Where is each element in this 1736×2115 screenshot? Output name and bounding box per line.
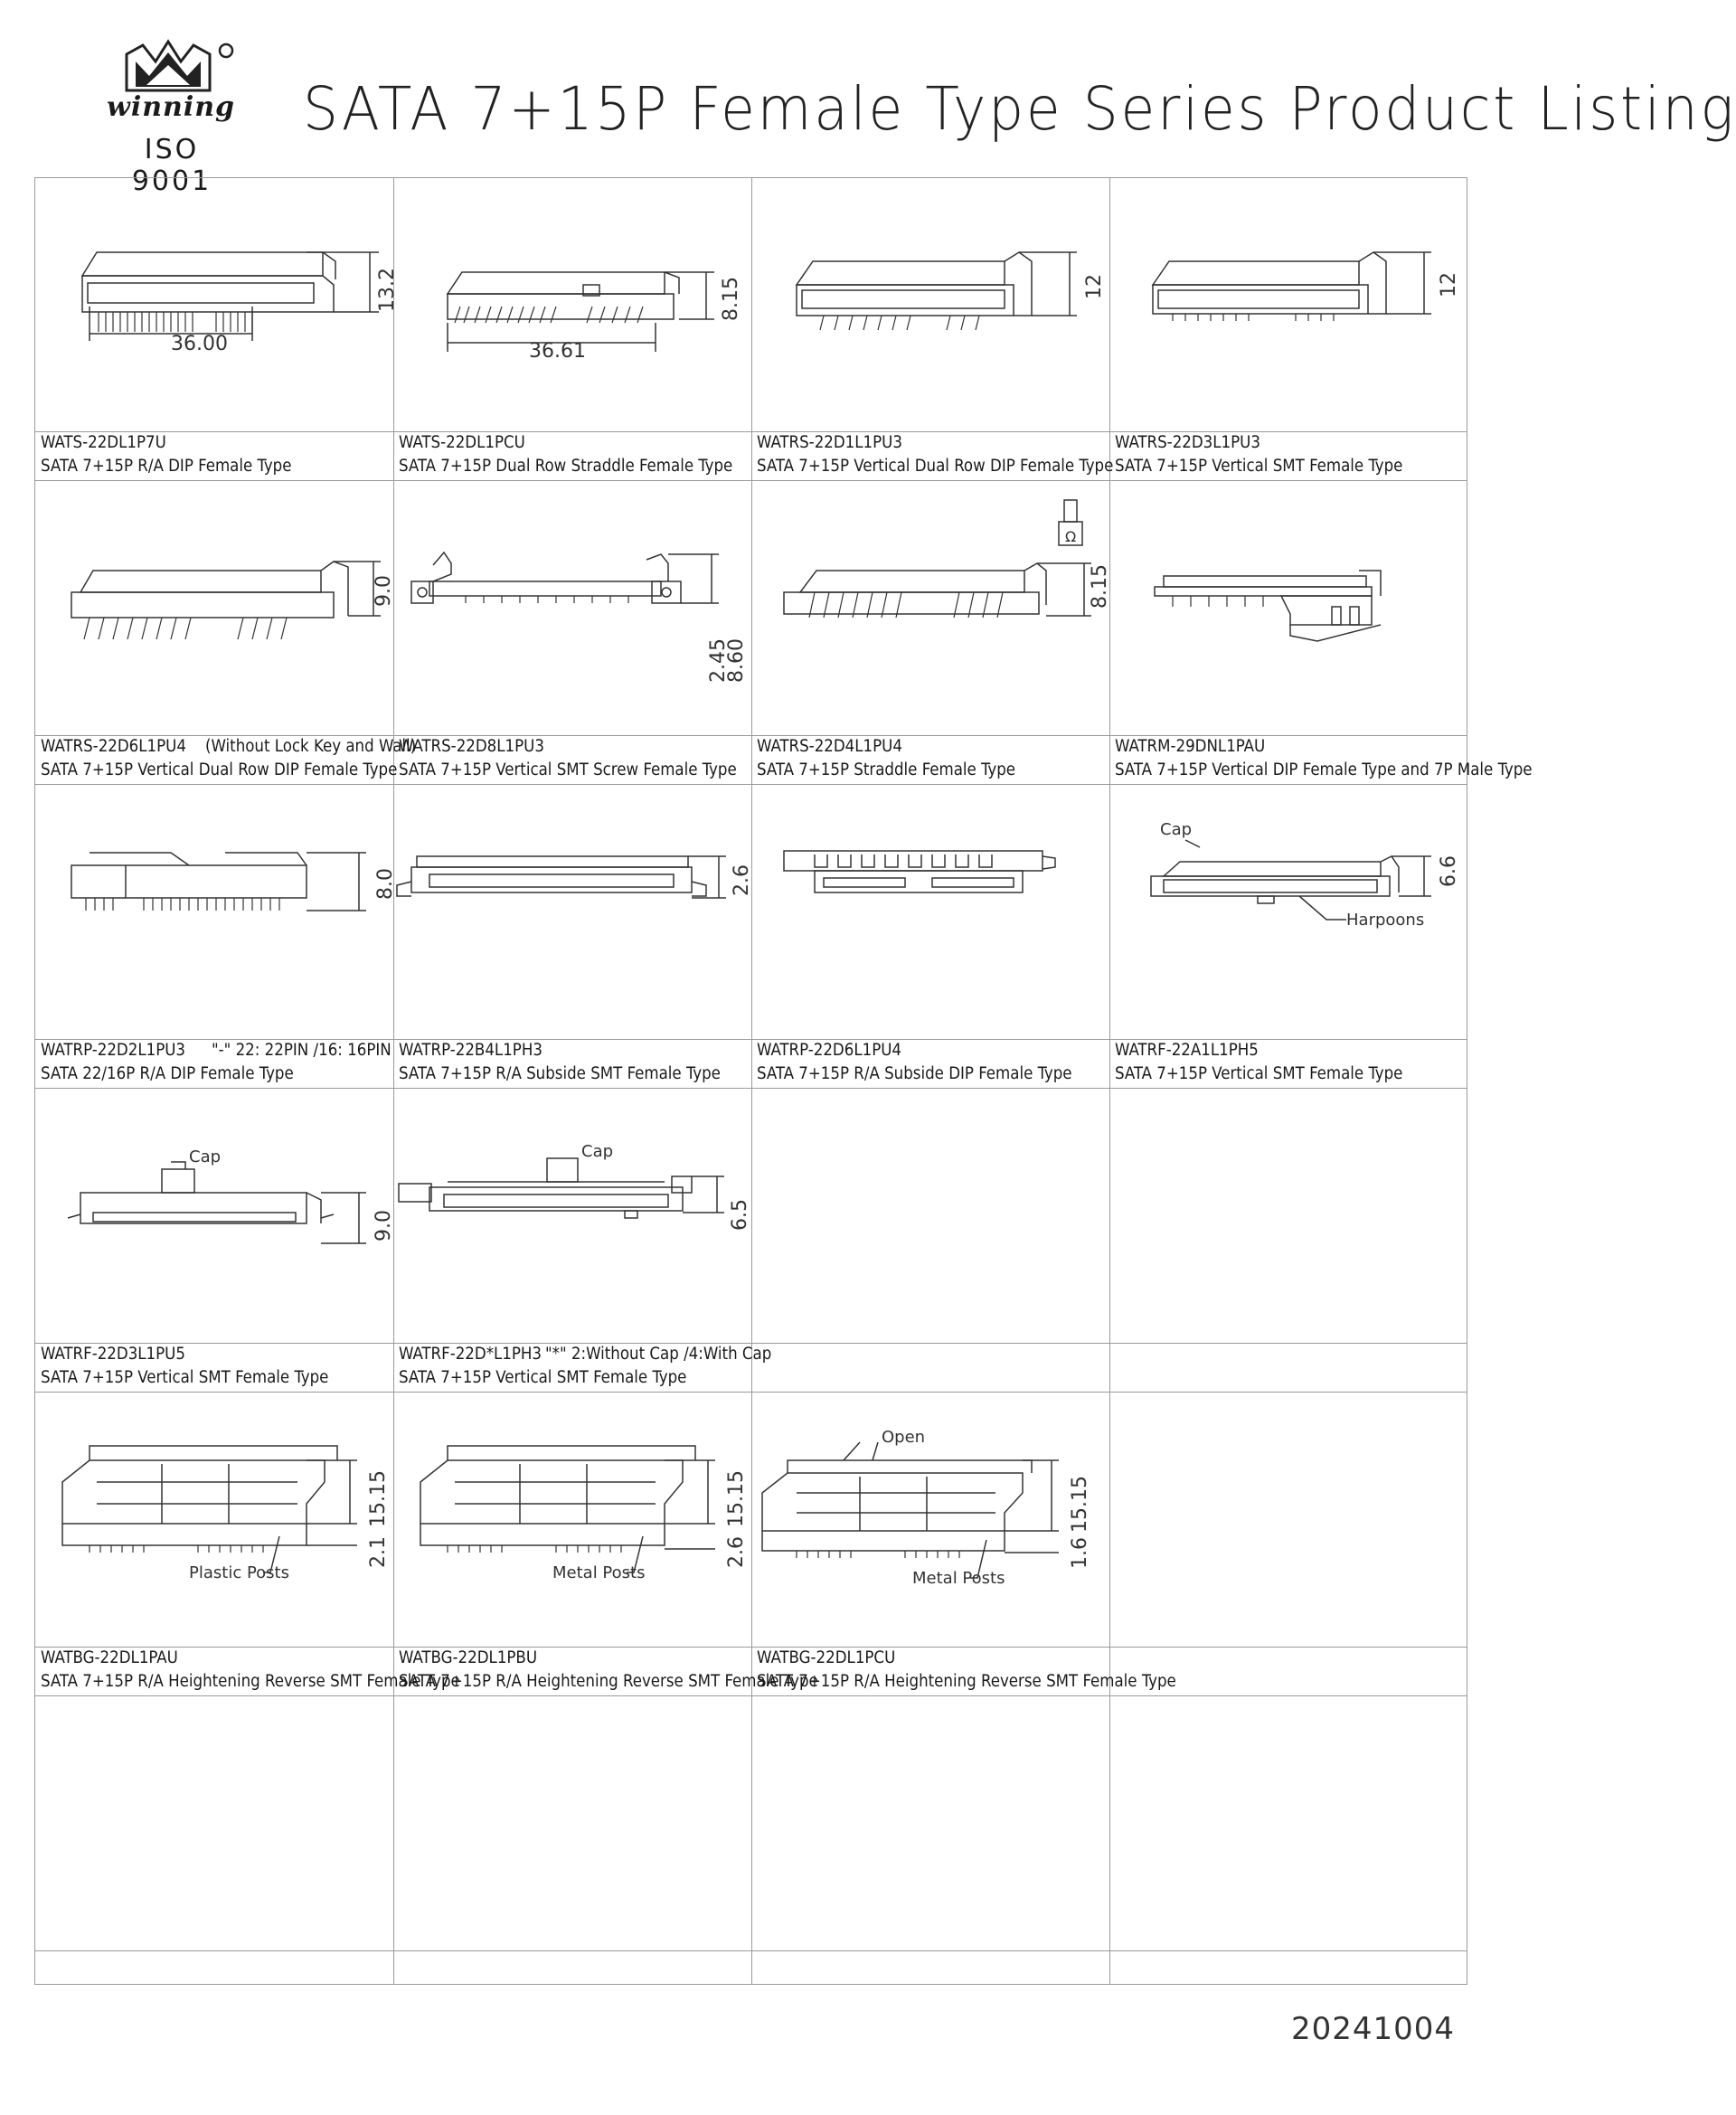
- logo-wordmark: winning: [107, 91, 236, 123]
- dimension-label: 6.5: [729, 1199, 751, 1231]
- callout-label: Cap: [189, 1147, 222, 1166]
- part-number: WATRS-22D3L1PU3: [1115, 433, 1260, 452]
- connector-drawing: [751, 178, 1109, 431]
- product-caption: [1109, 736, 1533, 783]
- connector-drawing: [35, 1392, 393, 1647]
- company-logo: [99, 34, 258, 197]
- part-number: WATRP-22D6L1PU4: [757, 1041, 901, 1060]
- product-description: SATA 7+15P R/A Subside DIP Female Type: [757, 1064, 1072, 1083]
- page-title: SATA 7+15P Female Type Series Product Listing: [303, 74, 1736, 144]
- dimension-label: 12: [1438, 272, 1460, 297]
- part-number: WATRP-22D2L1PU3: [41, 1041, 185, 1060]
- connector-drawing: [1109, 178, 1467, 431]
- product-description: SATA 7+15P Vertical SMT Female Type: [1115, 1064, 1403, 1083]
- callout-label: Harpoons: [1346, 911, 1425, 930]
- product-description: SATA 7+15P R/A Heightening Reverse SMT Female Type: [399, 1672, 818, 1691]
- product-note: "*" 2:Without Cap /4:With Cap: [545, 1345, 772, 1364]
- product-note: (Without Lock Key and Wall): [205, 737, 417, 756]
- product-description: SATA 7+15P Dual Row Straddle Female Type: [399, 457, 733, 476]
- callout-label: Plastic Posts: [189, 1563, 289, 1582]
- product-caption: [35, 1040, 390, 1087]
- product-description: SATA 7+15P Vertical SMT Female Type: [1115, 457, 1403, 476]
- part-number: WATBG-22DL1PAU: [41, 1648, 178, 1667]
- product-description: SATA 7+15P Vertical Dual Row DIP Female Type: [757, 457, 1114, 476]
- part-number: WATRF-22D*L1PH3: [399, 1345, 542, 1364]
- connector-drawing: [393, 1088, 751, 1343]
- date-code: 20241004: [1290, 2011, 1455, 2047]
- product-grid: [34, 177, 1533, 1985]
- dimension-label: 9.0: [373, 575, 395, 607]
- product-description: SATA 7+15P R/A DIP Female Type: [41, 457, 292, 476]
- dimension-label: 36.61: [529, 340, 586, 363]
- part-number: WATRP-22B4L1PH3: [399, 1041, 542, 1060]
- callout-label: Metal Posts: [552, 1563, 646, 1582]
- dimension-label: 8.15: [1089, 564, 1111, 609]
- dimension-label: 15.15: [1069, 1476, 1091, 1533]
- connector-drawing: [393, 480, 751, 735]
- connector-drawing: [35, 1088, 393, 1343]
- product-caption: [393, 432, 748, 479]
- part-number: WATRS-22D8L1PU3: [399, 737, 544, 756]
- dimension-label: 1.6: [1069, 1537, 1091, 1569]
- part-number: WATBG-22DL1PCU: [757, 1648, 896, 1667]
- connector-drawing: [393, 784, 751, 1039]
- dimension-label: 12: [1083, 274, 1106, 299]
- part-number: WATRF-22A1L1PH5: [1115, 1041, 1259, 1060]
- iso-certification: ISO 9001: [131, 134, 212, 197]
- product-caption: [35, 1344, 390, 1391]
- dimension-label: 13.2: [376, 268, 399, 312]
- product-note: "-" 22: 22PIN /16: 16PIN: [212, 1041, 392, 1060]
- dimension-label: 15.15: [725, 1470, 748, 1527]
- connector-drawing: [393, 1392, 751, 1647]
- product-caption: [751, 1040, 1106, 1087]
- product-caption: [35, 736, 417, 783]
- part-number: WATRM-29DNL1PAU: [1115, 737, 1266, 756]
- part-number: WATS-22DL1PCU: [399, 433, 525, 452]
- omega-icon: Ω: [1065, 528, 1077, 545]
- connector-drawing: [751, 480, 1109, 735]
- product-description: SATA 7+15P Straddle Female Type: [757, 760, 1016, 779]
- dimension-label: 8.0: [374, 868, 397, 900]
- part-number: WATRS-22D1L1PU3: [757, 433, 902, 452]
- dimension-label: 36.00: [171, 333, 228, 355]
- product-description: SATA 7+15P Vertical DIP Female Type and 7P Male Type: [1115, 760, 1533, 779]
- product-description: SATA 7+15P Vertical SMT Female Type: [41, 1368, 329, 1387]
- product-caption: [393, 1040, 748, 1087]
- dimension-label: 6.6: [1438, 855, 1460, 887]
- product-caption: [751, 1648, 1176, 1695]
- part-number: WATRF-22D3L1PU5: [41, 1345, 185, 1364]
- connector-drawing: [393, 178, 751, 431]
- callout-label: Cap: [1160, 820, 1193, 839]
- part-number: WATRS-22D6L1PU4: [41, 737, 186, 756]
- product-caption: [1109, 432, 1464, 479]
- product-description: SATA 7+15P Vertical Dual Row DIP Female Type: [41, 760, 398, 779]
- dimension-label: 8.60: [725, 638, 748, 683]
- product-caption: [393, 1344, 772, 1391]
- product-description: SATA 7+15P R/A Subside SMT Female Type: [399, 1064, 721, 1083]
- dimension-label: 8.15: [720, 277, 742, 321]
- product-description: SATA 7+15P Vertical SMT Screw Female Type: [399, 760, 737, 779]
- connector-drawing: [751, 1392, 1109, 1647]
- product-caption: [751, 432, 1114, 479]
- product-description: SATA 7+15P R/A Heightening Reverse SMT Female Type: [757, 1672, 1176, 1691]
- product-caption: [35, 1648, 460, 1695]
- connector-drawing: [751, 784, 1109, 1039]
- product-caption: [35, 432, 390, 479]
- connector-drawing: [35, 178, 399, 431]
- part-number: WATRS-22D4L1PU4: [757, 737, 902, 756]
- product-caption: [751, 736, 1106, 783]
- product-caption: [1109, 1040, 1464, 1087]
- part-number: WATS-22DL1P7U: [41, 433, 166, 452]
- part-number: WATBG-22DL1PBU: [399, 1648, 538, 1667]
- dimension-label: 2.6: [731, 864, 753, 896]
- connector-drawing: [35, 784, 397, 1039]
- product-description: SATA 7+15P Vertical SMT Female Type: [399, 1368, 687, 1387]
- dimension-label: 2.1: [367, 1536, 390, 1568]
- dimension-label: 15.15: [367, 1470, 390, 1527]
- product-description: SATA 22/16P R/A DIP Female Type: [41, 1064, 294, 1083]
- dimension-label: 2.45: [707, 638, 730, 683]
- callout-label: Metal Posts: [912, 1569, 1005, 1588]
- connector-drawing: [1109, 784, 1467, 1039]
- product-caption: [393, 1648, 818, 1695]
- connector-drawing: [35, 480, 393, 735]
- callout-label: Open: [882, 1428, 926, 1447]
- dimension-label: 9.0: [373, 1210, 395, 1242]
- dimension-label: 2.6: [725, 1536, 748, 1568]
- callout-label: Cap: [581, 1142, 614, 1161]
- product-caption: [393, 736, 748, 783]
- connector-drawing: [1109, 480, 1467, 735]
- product-description: SATA 7+15P R/A Heightening Reverse SMT Female Type: [41, 1672, 460, 1691]
